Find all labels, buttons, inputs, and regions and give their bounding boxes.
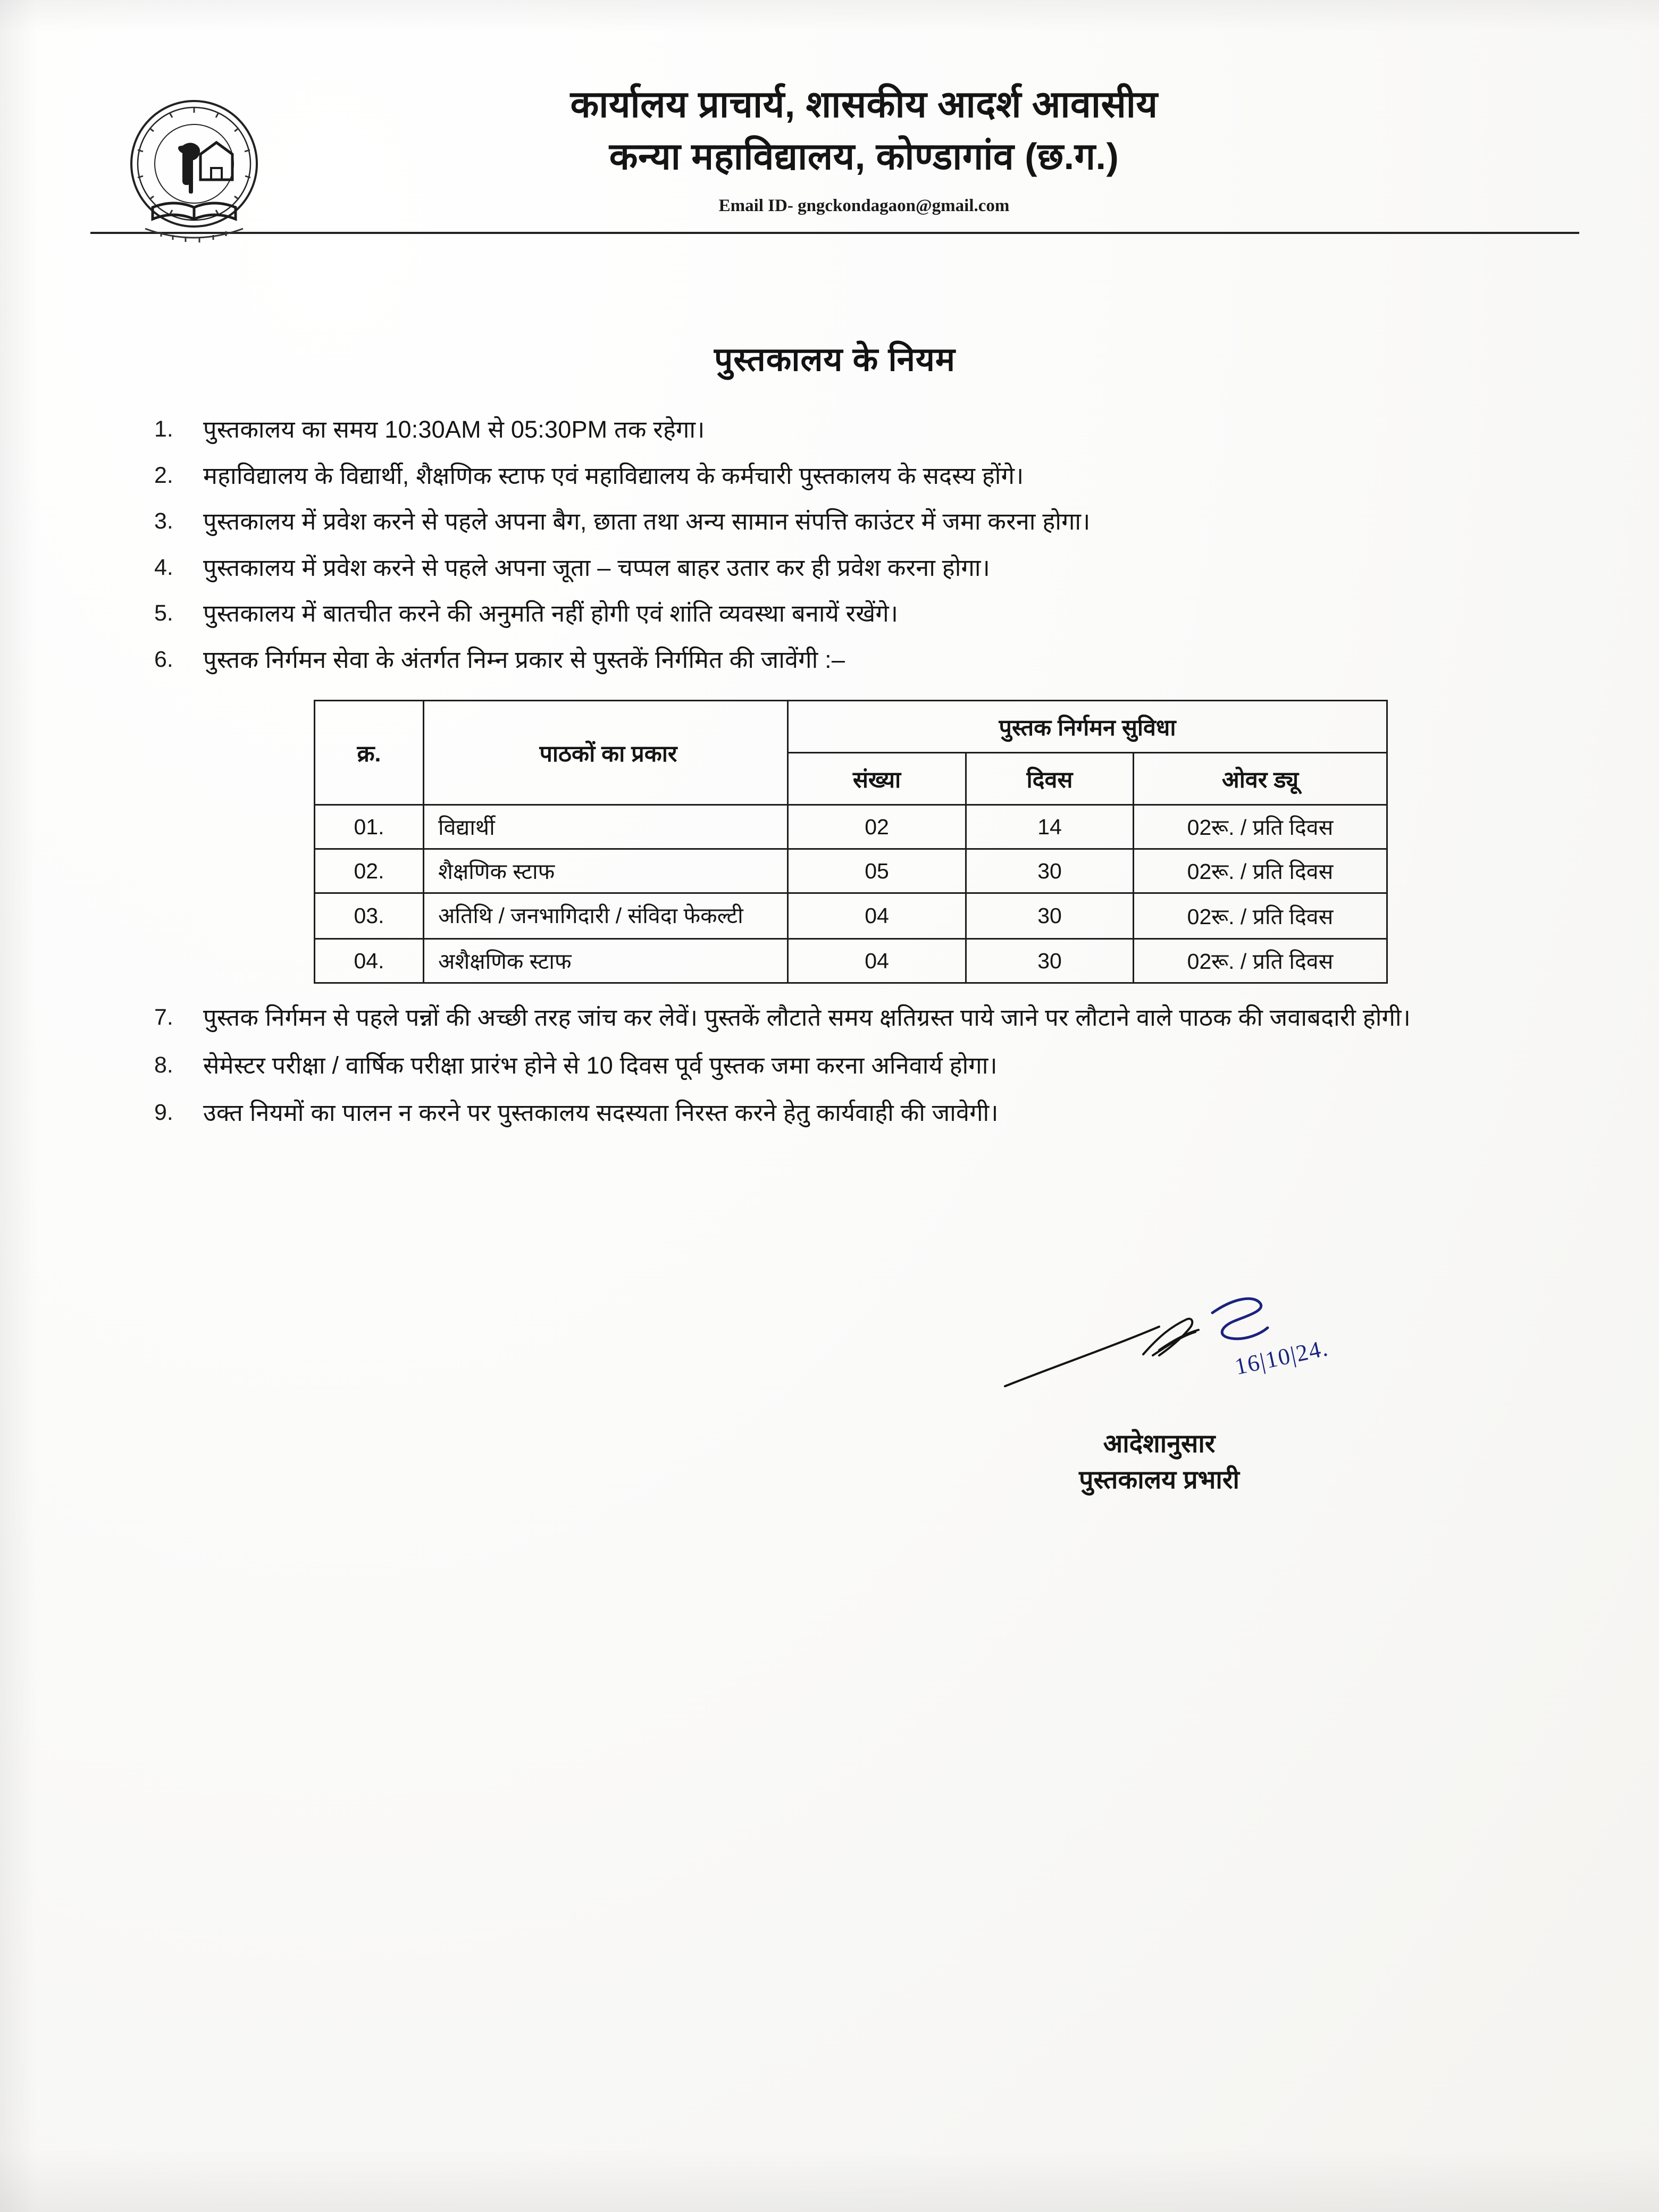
table-row	[315, 939, 1387, 983]
letterhead-text	[90, 80, 1579, 216]
rules-list-continued	[90, 1000, 1579, 1131]
email-line: Email ID- gngckondagaon@gmail.com	[718, 196, 1010, 215]
list-item-number: 2.	[154, 462, 173, 488]
cell-count: 04	[788, 939, 966, 983]
list-item-text: पुस्तक निर्गमन से पहले पन्नों की अच्छी तरह जांच कर लेवें। पुस्तकें लौटाते समय क्षतिग्रस्त पाये जाने पर लौटाने वाले पाठक की जवाबदारी होगी।	[203, 1004, 1411, 1032]
signature-line-1: आदेशानुसार	[1103, 1429, 1216, 1458]
list-item-text: पुस्तक निर्गमन सेवा के अंतर्गत निम्न प्रकार से पुस्तकें निर्गमित की जावेंगी :–	[203, 646, 845, 673]
cell-days: 30	[966, 849, 1134, 893]
cell-count: 02	[788, 805, 966, 849]
cell-serial: 02.	[315, 849, 424, 893]
cell-reader-type: शैक्षणिक स्टाफ	[424, 849, 788, 893]
cell-days: 30	[966, 893, 1134, 939]
list-item	[154, 550, 1563, 586]
table-header-row	[315, 701, 1387, 753]
column-header-facility: पुस्तक निर्गमन सुविधा	[788, 701, 1387, 753]
column-header-overdue: ओवर ड्यू	[1134, 753, 1387, 805]
column-header-reader-type: पाठकों का प्रकार	[424, 701, 788, 805]
list-item-number: 8.	[154, 1052, 173, 1078]
list-item-number: 1.	[154, 416, 173, 442]
list-item	[154, 1095, 1563, 1131]
signature-date: 16|10|24.	[1233, 1334, 1331, 1380]
list-item-text: महाविद्यालय के विद्यार्थी, शैक्षणिक स्टाफ एवं महाविद्यालय के कर्मचारी पुस्तकालय के सदस्य होंगे।	[203, 462, 1024, 489]
office-name-line-2: कन्या महाविद्यालय, कोण्डागांव (छ.ग.)	[609, 136, 1119, 178]
table-row	[315, 893, 1387, 939]
cell-days: 14	[966, 805, 1134, 849]
cell-count: 04	[788, 893, 966, 939]
college-emblem-icon	[120, 95, 269, 254]
letterhead	[90, 80, 1579, 308]
list-item-text: सेमेस्टर परीक्षा / वार्षिक परीक्षा प्रारंभ होने से 10 दिवस पूर्व पुस्तक जमा करना अनिवार्य होगा।	[203, 1051, 998, 1079]
list-item	[154, 1048, 1563, 1084]
book-issue-table-wrapper	[90, 700, 1579, 984]
cell-overdue: 02रू. / प्रति दिवस	[1134, 805, 1387, 849]
list-item-number: 7.	[154, 1004, 173, 1030]
list-item-number: 4.	[154, 554, 173, 580]
list-item-text: उक्त नियमों का पालन न करने पर पुस्तकालय सदस्यता निरस्त करने हेतु कार्यवाही की जावेगी।	[203, 1099, 999, 1127]
cell-serial: 04.	[315, 939, 424, 983]
header-divider	[90, 232, 1579, 234]
list-item-number: 5.	[154, 600, 173, 626]
cell-count: 05	[788, 849, 966, 893]
list-item-text: पुस्तकालय में प्रवेश करने से पहले अपना बैग, छाता तथा अन्य सामान संपत्ति काउंटर में जमा करना होगा।	[203, 508, 1091, 535]
document-content	[90, 80, 1579, 1509]
cell-overdue: 02रू. / प्रति दिवस	[1134, 849, 1387, 893]
cell-days: 30	[966, 939, 1134, 983]
page-edge-shadow-top	[0, 0, 1659, 32]
signature-block	[90, 1306, 1579, 1509]
cell-reader-type: विद्यार्थी	[424, 805, 788, 849]
column-header-days: दिवस	[966, 753, 1134, 805]
page-title: पुस्तकालय के नियम	[714, 341, 956, 378]
book-issue-table	[314, 700, 1388, 984]
list-item-number: 6.	[154, 646, 173, 672]
cell-reader-type: अतिथि / जनभागिदारी / संविदा फेकल्टी	[424, 893, 788, 939]
list-item-text: पुस्तकालय में बातचीत करने की अनुमति नहीं होगी एवं शांति व्यवस्था बनायें रखेंगे।	[203, 600, 899, 627]
signature-caption	[994, 1426, 1324, 1498]
list-item	[154, 642, 1563, 678]
column-header-serial: क्र.	[315, 701, 424, 805]
cell-reader-type: अशैक्षणिक स्टाफ	[424, 939, 788, 983]
list-item-text: पुस्तकालय में प्रवेश करने से पहले अपना जूता – चप्पल बाहर उतार कर ही प्रवेश करना होगा।	[203, 554, 990, 581]
list-item	[154, 412, 1563, 448]
cell-serial: 01.	[315, 805, 424, 849]
list-item-text: पुस्तकालय का समय 10:30AM से 05:30PM तक रहेगा।	[203, 416, 705, 443]
column-header-count: संख्या	[788, 753, 966, 805]
office-name-line-1: कार्यालय प्राचार्य, शासकीय आदर्श आवासीय	[570, 83, 1158, 125]
list-item	[154, 504, 1563, 540]
cell-overdue: 02रू. / प्रति दिवस	[1134, 939, 1387, 983]
list-item-number: 3.	[154, 508, 173, 534]
signature-line-2: पुस्तकालय प्रभारी	[1079, 1466, 1239, 1495]
page-edge-shadow-bottom	[0, 2148, 1659, 2212]
cell-serial: 03.	[315, 893, 424, 939]
page-edge-shadow-left	[0, 0, 37, 2212]
cell-overdue: 02रू. / प्रति दिवस	[1134, 893, 1387, 939]
table-row	[315, 805, 1387, 849]
list-item	[154, 458, 1563, 494]
list-item	[154, 596, 1563, 632]
table-row	[315, 849, 1387, 893]
rules-list	[90, 412, 1579, 677]
list-item	[154, 1000, 1563, 1036]
list-item-number: 9.	[154, 1100, 173, 1126]
